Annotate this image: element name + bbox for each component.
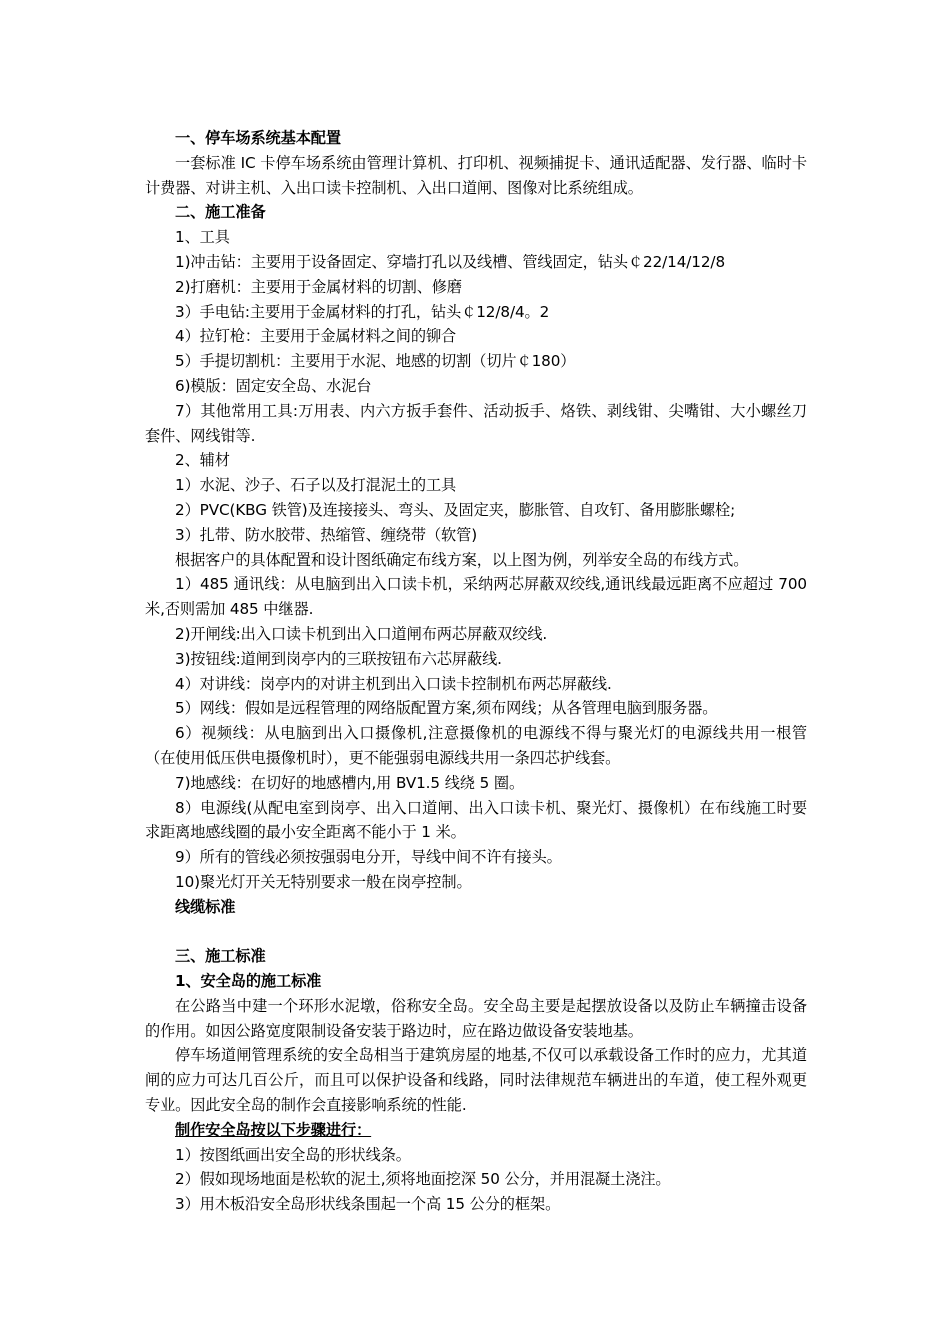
paragraph	[145, 548, 807, 573]
paragraph	[145, 374, 807, 399]
paragraph	[145, 771, 807, 796]
paragraph	[145, 399, 807, 449]
paragraph	[145, 622, 807, 647]
paragraph-text: 1、工具	[175, 228, 230, 247]
paragraph-text: 1）按图纸画出安全岛的形状线条。	[175, 1145, 411, 1164]
paragraph	[145, 324, 807, 349]
paragraph-text: 10)聚光灯开关无特别要求一般在岗亭控制。	[175, 872, 472, 891]
paragraph	[145, 498, 807, 523]
paragraph-text: 5）手提切割机：主要用于水泥、地感的切割（切片￠180）	[175, 352, 576, 371]
paragraph	[145, 994, 807, 1044]
paragraph-text: 1、安全岛的施工标准	[175, 972, 322, 991]
paragraph-text: 1）水泥、沙子、石子以及打混泥土的工具	[175, 476, 457, 495]
section-heading	[145, 1118, 807, 1143]
paragraph-text: 2）PVC(KBG 铁管)及连接接头、弯头、及固定夹，膨胀管、自攻钉、备用膨胀螺栓;	[175, 500, 736, 519]
paragraph	[145, 1043, 807, 1117]
paragraph	[145, 1143, 807, 1168]
paragraph	[145, 696, 807, 721]
paragraph-text: 3）扎带、防水胶带、热缩管、缠绕带（软管)	[175, 525, 478, 544]
paragraph	[145, 300, 807, 325]
paragraph	[145, 721, 807, 771]
paragraph	[145, 523, 807, 548]
paragraph	[145, 1192, 807, 1217]
paragraph	[145, 647, 807, 672]
paragraph-text: 1）485 通讯线：从电脑到出入口读卡机，采纳两芯屏蔽双绞线,通讯线最远距离不应超过 700 米,否则需加 485 中继器.	[145, 575, 807, 619]
paragraph-text: 7)地感线：在切好的地感槽内,用 BV1.5 线绕 5 圈。	[175, 773, 525, 792]
paragraph-text: 9）所有的管线必须按强弱电分开，导线中间不许有接头。	[175, 848, 562, 867]
paragraph	[145, 870, 807, 895]
paragraph-text: 根据客户的具体配置和设计图纸确定布线方案，以上图为例，列举安全岛的布线方式。	[175, 550, 749, 569]
blank-line	[145, 920, 807, 945]
paragraph	[145, 1167, 807, 1192]
document-body	[145, 126, 807, 1217]
paragraph-text: 4）对讲线：岗亭内的对讲主机到出入口读卡控制机布两芯屏蔽线.	[175, 674, 612, 693]
paragraph	[145, 473, 807, 498]
paragraph-text: 6）视频线：从电脑到出入口摄像机,注意摄像机的电源线不得与聚光灯的电源线共用一根管（在使用低压供电摄像机时），更不能强弱电源线共用一条四芯护线套。	[145, 724, 807, 767]
paragraph-text: 7）其他常用工具:万用表、内六方扳手套件、活动扳手、烙铁、剥线钳、尖嘴钳、大小螺丝刀套件、网线钳等.	[145, 401, 807, 445]
paragraph-text: 2、辅材	[175, 451, 230, 470]
paragraph	[145, 672, 807, 697]
paragraph	[145, 845, 807, 870]
section-heading	[145, 895, 807, 920]
paragraph-text: 1)冲击钻：主要用于设备固定、穿墙打孔以及线槽、管线固定，钻头￠22/14/12/8	[175, 252, 726, 271]
paragraph-text: 线缆标准	[175, 897, 236, 916]
paragraph-text: 8）电源线(从配电室到岗亭、出入口道闸、出入口读卡机、聚光灯、摄像机）在布线施工时要求距离地感线圈的最小安全距离不能小于 1 米。	[145, 798, 807, 842]
paragraph-text: 3）手电钻:主要用于金属材料的打孔，钻头￠12/8/4。2	[175, 302, 550, 321]
paragraph	[145, 572, 807, 622]
paragraph	[145, 349, 807, 374]
paragraph-text: 在公路当中建一个环形水泥墩，俗称安全岛。安全岛主要是起摆放设备以及防止车辆撞击设备的作用。如因公路宽度限制设备安装于路边时，应在路边做设备安装地基。	[145, 996, 807, 1040]
paragraph-text: 3）用木板沿安全岛形状线条围起一个高 15 公分的框架。	[175, 1195, 561, 1214]
paragraph-text: 5）网线：假如是远程管理的网络版配置方案,须布网线；从各管理电脑到服务器。	[175, 699, 718, 718]
paragraph	[145, 796, 807, 846]
paragraph-text: 4）拉钉枪：主要用于金属材料之间的铆合	[175, 327, 457, 346]
paragraph	[145, 151, 807, 201]
paragraph-text: 制作安全岛按以下步骤进行：	[175, 1120, 372, 1139]
paragraph-text: 一、停车场系统基本配置	[175, 129, 341, 147]
paragraph	[145, 250, 807, 275]
paragraph-text: 停车场道闸管理系统的安全岛相当于建筑房屋的地基,不仅可以承载设备工作时的应力，尤其道闸的应力可达几百公斤，而且可以保护设备和线路，同时法律规范车辆进出的车道，使工程外观更专业。因此安全岛的制作会直接影响系统的性能.	[145, 1046, 807, 1115]
section-heading	[145, 944, 807, 969]
paragraph	[145, 448, 807, 473]
paragraph-text: 2)开闸线:出入口读卡机到出入口道闸布两芯屏蔽双绞线.	[175, 624, 548, 643]
paragraph	[145, 275, 807, 300]
paragraph-text: 6)模版：固定安全岛、水泥台	[175, 376, 372, 395]
paragraph-text: 2）假如现场地面是松软的泥土,须将地面挖深 50 公分，并用混凝土浇注。	[175, 1170, 671, 1189]
paragraph	[145, 225, 807, 250]
section-heading	[145, 200, 807, 225]
paragraph-text: 3)按钮线:道闸到岗亭内的三联按钮布六芯屏蔽线.	[175, 649, 502, 668]
paragraph-text: 二、施工准备	[175, 203, 266, 222]
paragraph-text: 2)打磨机：主要用于金属材料的切割、修磨	[175, 277, 462, 296]
section-heading	[145, 126, 807, 151]
section-heading	[145, 969, 807, 994]
paragraph-text: 一套标准 IC 卡停车场系统由管理计算机、打印机、视频捕捉卡、通讯适配器、发行器、临时卡计费器、对讲主机、入出口读卡控制机、入出口道闸、图像对比系统组成。	[145, 153, 807, 197]
paragraph-text: 三、施工标准	[175, 947, 266, 966]
